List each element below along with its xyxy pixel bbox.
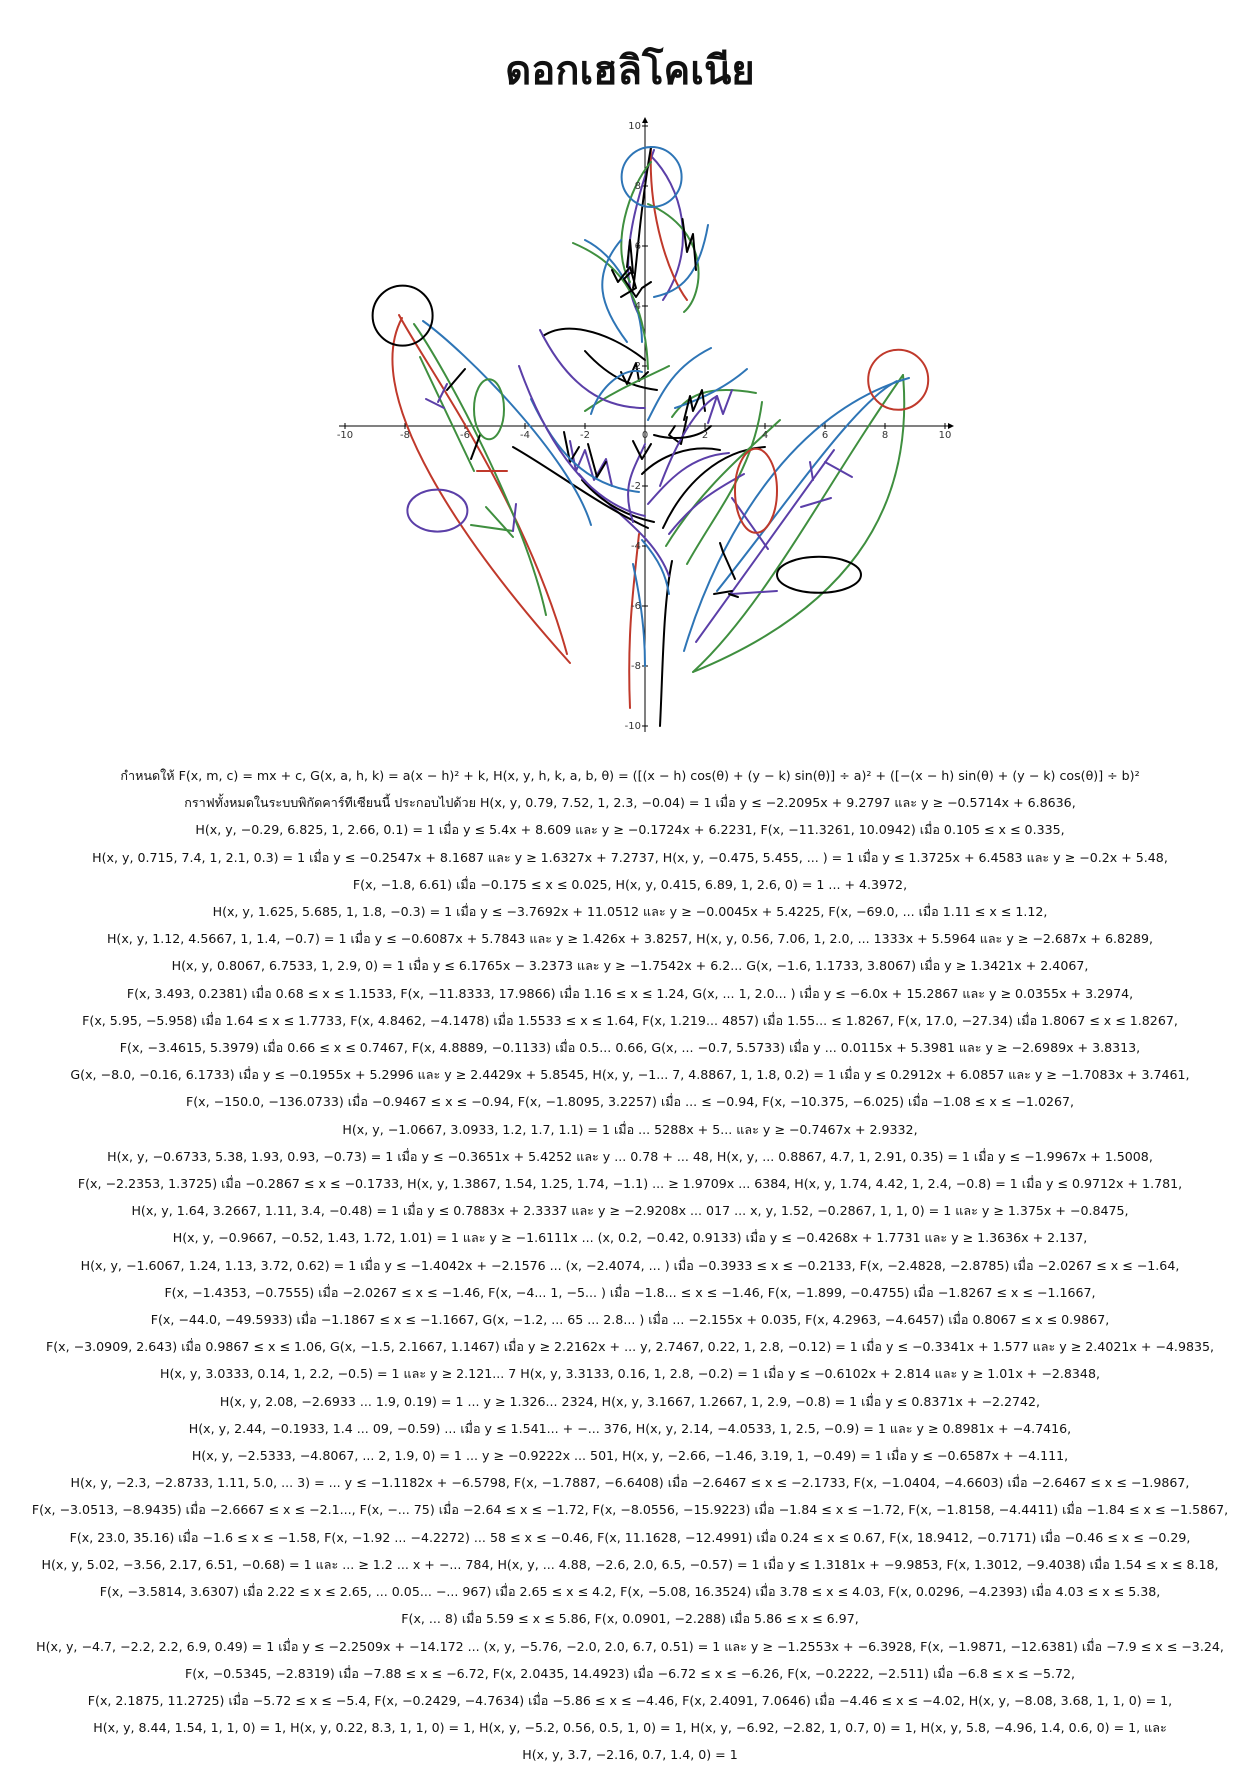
x-tick-label: 2 bbox=[701, 430, 709, 441]
bract-curve bbox=[683, 219, 697, 270]
equation-line: F(x, −3.5814, 3.6307) เมื่อ 2.22 ≤ x ≤ 2.65, ... 0.05... −... 967) เมื่อ 2.65 ≤ x ≤ 4.2, F(x, −5.08, 16.3524) เมื่อ 3.78 ≤ x ≤ 4.03, F(x, 0.0296, −4.2393) เมื่อ 4.03 ≤ x ≤ 5.38, bbox=[99, 1584, 1161, 1600]
leaf-vein bbox=[732, 591, 777, 594]
bract-curve bbox=[663, 447, 765, 528]
leaf-vein bbox=[801, 498, 831, 507]
x-tick-label: -2 bbox=[580, 430, 590, 441]
cartesian-plot bbox=[336, 112, 952, 740]
equation-line: H(x, y, 1.12, 4.5667, 1, 1.4, −0.7) = 1 เมื่อ y ≤ −0.6087x + 5.7843 และ y ≥ 1.426x + 3.8257, H(x, y, 0.56, 7.06, 1, 2.0, ... 1333x + 5.5964 และ y ≥ −2.687x + 6.8289, bbox=[106, 931, 1154, 947]
y-tick-label: 4 bbox=[634, 301, 641, 312]
y-tick-label: 10 bbox=[628, 121, 641, 132]
x-tick-label: 0 bbox=[641, 430, 649, 441]
leaf-vein bbox=[447, 369, 465, 390]
leaf-curve bbox=[414, 324, 546, 615]
equation-line: F(x, −3.0909, 2.643) เมื่อ 0.9867 ≤ x ≤ 1.06, G(x, −1.5, 2.1667, 1.1467) เมื่อ y ≥ 2.2162x + ... y, 2.7467, 0.22, 1, 2.8, −0.12) = 1 เมื่อ y ≤ −0.3341x + 1.577 และ y ≥ 2.4021x + −4.9835, bbox=[45, 1339, 1214, 1355]
equation-line: กราฟทั้งหมดในระบบพิกัดคาร์ทีเซียนนี้ ประกอบไปด้วย H(x, y, 0.79, 7.52, 1, 2.3, −0.04) = 1 เมื่อ y ≤ −2.2095x + 9.2797 และ y ≥ −0.5714x + 6.8636, bbox=[184, 795, 1076, 811]
leaf-vein bbox=[486, 507, 513, 537]
equation-line: H(x, y, 0.8067, 6.7533, 1, 2.9, 0) = 1 เมื่อ y ≤ 6.1765x − 3.2373 และ y ≥ −1.7542x + 6.2... G(x, −1.6, 1.1733, 3.8067) เมื่อ y ≥ 1.3421x + 2.4067, bbox=[171, 958, 1089, 974]
equation-line: H(x, y, 0.715, 7.4, 1, 2.1, 0.3) = 1 เมื่อ y ≤ −0.2547x + 8.1687 และ y ≥ 1.6327x + 7.2737, H(x, y, −0.475, 5.455, ... ) = 1 เมื่อ y ≤ 1.3725x + 6.4583 และ y ≥ −0.2x + 5.48, bbox=[92, 849, 1168, 865]
x-tick-label: -10 bbox=[336, 430, 354, 441]
bract-curve bbox=[633, 147, 651, 288]
bract-curve bbox=[543, 329, 645, 360]
y-tick-label: -2 bbox=[631, 481, 641, 492]
equation-list bbox=[20, 762, 1240, 1769]
equation-line: กำหนดให้ F(x, m, c) = mx + c, G(x, a, h, k) = a(x − h)² + k, H(x, y, h, k, a, b, θ) = ([(x − h) cos(θ) + (y − k) sin(θ)] ÷ a)² + ([−(x − h) sin(θ) + (y − k) cos(θ)] ÷ b)² bbox=[120, 768, 1140, 783]
leaf-curve bbox=[393, 318, 570, 663]
equation-line: F(x, −3.4615, 5.3979) เมื่อ 0.66 ≤ x ≤ 0.7467, F(x, 4.8889, −0.1133) เมื่อ 0.5... 0.66, G(x, ... −0.7, 5.5733) เมื่อ y ... 0.0115x + 5.3981 และ y ≥ −2.6989x + 3.8313, bbox=[119, 1040, 1141, 1056]
equation-line: H(x, y, 3.7, −2.16, 0.7, 1.4, 0) = 1 bbox=[522, 1747, 738, 1763]
equation-line: H(x, y, −1.0667, 3.0933, 1.2, 1.7, 1.1) = 1 เมื่อ ... 5288x + 5... และ y ≥ −0.7467x + 2.9332, bbox=[342, 1121, 918, 1137]
x-tick-label: -6 bbox=[460, 430, 470, 441]
equation-line: F(x, −150.0, −136.0733) เมื่อ −0.9467 ≤ x ≤ −0.94, F(x, −1.8095, 3.2257) เมื่อ ... ≤ −0.94, F(x, −10.375, −6.025) เมื่อ −1.08 ≤ x ≤ −1.0267, bbox=[185, 1094, 1075, 1110]
y-tick-label: 6 bbox=[634, 241, 641, 252]
equation-line: F(x, −0.5345, −2.8319) เมื่อ −7.88 ≤ x ≤ −6.72, F(x, 2.0435, 14.4923) เมื่อ −6.72 ≤ x ≤ −6.26, F(x, −0.2222, −2.511) เมื่อ −6.8 ≤ x ≤ −5.72, bbox=[184, 1665, 1075, 1681]
bract-curve bbox=[629, 534, 639, 708]
bract-curve bbox=[708, 390, 732, 423]
y-tick-label: 8 bbox=[634, 181, 641, 192]
equation-line: F(x, 5.95, −5.958) เมื่อ 1.64 ≤ x ≤ 1.7733, F(x, 4.8462, −4.1478) เมื่อ 1.5533 ≤ x ≤ 1.64, F(x, 1.219... 4857) เมื่อ 1.55... ≤ 1.8267, F(x, 17.0, −27.34) เมื่อ 1.8067 ≤ x ≤ 1.8267, bbox=[82, 1012, 1178, 1028]
x-tick-label: -4 bbox=[520, 430, 530, 441]
bract-curve bbox=[660, 396, 717, 486]
leaf-curve bbox=[693, 375, 903, 672]
marker-circle bbox=[735, 449, 777, 533]
y-axis-arrow bbox=[642, 117, 648, 123]
equation-line: H(x, y, −4.7, −2.2, 2.2, 6.9, 0.49) = 1 เมื่อ y ≤ −2.2509x + −14.172 ... (x, y, −5.76, −2.0, 2.0, 6.7, 0.51) = 1 และ y ≥ −1.2553x + −6.3928, F(x, −1.9871, −12.6381) เมื่อ −7.9 ≤ x ≤ −3.24, bbox=[36, 1638, 1224, 1654]
y-tick-label: -8 bbox=[631, 661, 641, 672]
equation-line: H(x, y, −0.29, 6.825, 1, 2.66, 0.1) = 1 เมื่อ y ≤ 5.4x + 8.609 และ y ≥ −0.1724x + 6.2231, F(x, −11.3261, 10.0942) เมื่อ 0.105 ≤ x ≤ 0.335, bbox=[195, 822, 1065, 838]
page-title: ดอกเฮลิโคเนีย bbox=[505, 48, 755, 94]
bract-curve bbox=[684, 390, 705, 420]
marker-circle bbox=[373, 286, 433, 346]
y-tick-label: -4 bbox=[631, 541, 641, 552]
x-tick-label: 4 bbox=[761, 430, 769, 441]
marker-circle bbox=[407, 490, 467, 532]
equation-line: H(x, y, −2.5333, −4.8067, ... 2, 1.9, 0) = 1 ... y ≥ −0.9222x ... 501, H(x, y, −2.66, −1.46, 3.19, 1, −0.49) = 1 เมื่อ y ≤ −0.6587x + −4.111, bbox=[191, 1448, 1069, 1464]
equation-line: F(x, 3.493, 0.2381) เมื่อ 0.68 ≤ x ≤ 1.1533, F(x, −11.8333, 17.9866) เมื่อ 1.16 ≤ x ≤ 1.24, G(x, ... 1, 2.0... ) เมื่อ y ≤ −6.0x + 15.2867 และ y ≥ 0.0355x + 3.2974, bbox=[126, 985, 1134, 1001]
bract-curve bbox=[651, 156, 683, 300]
equation-line: F(x, −1.8, 6.61) เมื่อ −0.175 ≤ x ≤ 0.025, H(x, y, 0.415, 6.89, 1, 2.6, 0) = 1 ... + 4.3972, bbox=[352, 876, 908, 892]
bract-curve bbox=[540, 330, 645, 408]
equation-line: F(x, −1.4353, −0.7555) เมื่อ −2.0267 ≤ x ≤ −1.46, F(x, −4... 1, −5... ) เมื่อ −1.8... ≤ x ≤ −1.46, F(x, −1.899, −0.4755) เมื่อ −1.8267 ≤ x ≤ −1.1667, bbox=[164, 1284, 1096, 1300]
axes bbox=[336, 117, 954, 732]
bract-curve bbox=[669, 417, 687, 444]
x-tick-label: -8 bbox=[400, 430, 410, 441]
equation-line: H(x, y, 1.64, 3.2667, 1.11, 3.4, −0.48) = 1 เมื่อ y ≤ 0.7883x + 2.3337 และ y ≥ −2.9208x ... 017 ... x, y, 1.52, −0.2867, 1, 1, 0) = 1 และ y ≥ 1.375x + −0.8475, bbox=[131, 1203, 1129, 1219]
equation-line: H(x, y, 3.0333, 0.14, 1, 2.2, −0.5) = 1 และ y ≥ 2.121... 7 H(x, y, 3.3133, 0.16, 1, 2.8, −0.2) = 1 เมื่อ y ≤ −0.6102x + 2.814 และ y ≥ 1.01x + −2.8348, bbox=[160, 1366, 1100, 1382]
leaf-vein bbox=[720, 543, 735, 579]
equation-line: H(x, y, −0.6733, 5.38, 1.93, 0.93, −0.73) = 1 เมื่อ y ≤ −0.3651x + 5.4252 และ y ... 0.78 + ... 48, H(x, y, ... 0.8867, 4.7, 1, 2.91, 0.35) = 1 เมื่อ y ≤ −1.9967x + 1.5008, bbox=[107, 1148, 1153, 1164]
equation-line: F(x, −2.2353, 1.3725) เมื่อ −0.2867 ≤ x ≤ −0.1733, H(x, y, 1.3867, 1.54, 1.25, 1.74, −1.1) ... ≥ 1.9709x ... 6384, H(x, y, 1.74, 4.42, 1, 2.4, −0.8) = 1 เมื่อ y ≤ 0.9712x + 1.781, bbox=[77, 1176, 1183, 1192]
bract-curve bbox=[519, 366, 645, 516]
equation-line: H(x, y, −0.9667, −0.52, 1.43, 1.72, 1.01) = 1 และ y ≥ −1.6111x ... (x, 0.2, −0.42, 0.9133) เมื่อ y ≤ −0.4268x + 1.7731 และ y ≥ 1.3636x + 2.137, bbox=[172, 1230, 1088, 1246]
equation-line: G(x, −8.0, −0.16, 6.1733) เมื่อ y ≤ −0.1955x + 5.2996 และ y ≥ 2.4429x + 5.8545, H(x, y, −1... 7, 4.8867, 1, 1.8, 0.2) = 1 เมื่อ y ≤ 0.2912x + 6.0857 และ y ≥ −1.7083x + 3.7461, bbox=[70, 1067, 1190, 1083]
equation-line: H(x, y, 2.44, −0.1933, 1.4 ... 09, −0.59) ... เมื่อ y ≤ 1.541... + −... 376, H(x, y, 2.14, −4.0533, 1, 2.5, −0.9) = 1 และ y ≥ 0.8981x + −4.7416, bbox=[188, 1420, 1072, 1436]
y-tick-label: -6 bbox=[631, 601, 641, 612]
equation-line: F(x, 23.0, 35.16) เมื่อ −1.6 ≤ x ≤ −1.58, F(x, −1.92 ... −4.2272) ... 58 ≤ x ≤ −0.46, F(x, 11.1628, −12.4991) เมื่อ 0.24 ≤ x ≤ 0.67, F(x, 18.9412, −0.7171) เมื่อ −0.46 ≤ x ≤ −0.29, bbox=[69, 1529, 1191, 1545]
y-tick-label: -10 bbox=[624, 721, 641, 732]
stem-curve bbox=[660, 561, 672, 726]
marker-circle bbox=[868, 350, 928, 410]
flower-curves bbox=[373, 147, 929, 726]
x-axis-arrow bbox=[948, 423, 954, 429]
leaf-curve bbox=[423, 321, 591, 525]
x-tick-label: 8 bbox=[881, 430, 889, 441]
equation-line: H(x, y, −1.6067, 1.24, 1.13, 3.72, 0.62) = 1 เมื่อ y ≤ −1.4042x + −2.1576 ... (x, −2.4074, ... ) เมื่อ −0.3933 ≤ x ≤ −0.2133, F(x, −2.4828, −2.8785) เมื่อ −2.0267 ≤ x ≤ −1.64, bbox=[80, 1257, 1180, 1273]
equation-line: F(x, 2.1875, 11.2725) เมื่อ −5.72 ≤ x ≤ −5.4, F(x, −0.2429, −4.7634) เมื่อ −5.86 ≤ x ≤ −4.46, F(x, 2.4091, 7.0646) เมื่อ −4.46 ≤ x ≤ −4.02, H(x, y, −8.08, 3.68, 1, 1, 0) = 1, bbox=[87, 1692, 1173, 1708]
x-tick-label: 6 bbox=[821, 430, 829, 441]
equation-line: F(x, ... 8) เมื่อ 5.59 ≤ x ≤ 5.86, F(x, 0.0901, −2.288) เมื่อ 5.86 ≤ x ≤ 6.97, bbox=[401, 1611, 859, 1627]
equation-line: H(x, y, 5.02, −3.56, 2.17, 6.51, −0.68) = 1 และ ... ≥ 1.2 ... x + −... 784, H(x, y, ... 4.88, −2.6, 2.0, 6.5, −0.57) = 1 เมื่อ y ≤ 1.3181x + −9.9853, F(x, 1.3012, −9.4038) เมื่อ 1.54 ≤ x ≤ 8.18, bbox=[41, 1556, 1219, 1572]
bract-curve bbox=[585, 351, 657, 390]
bract-curve bbox=[585, 240, 642, 342]
x-tick-label: 10 bbox=[938, 430, 952, 441]
marker-circle bbox=[474, 379, 504, 439]
equation-line: F(x, −3.0513, −8.9435) เมื่อ −2.6667 ≤ x ≤ −2.1..., F(x, −... 75) เมื่อ −2.64 ≤ x ≤ −1.72, F(x, −8.0556, −15.9223) เมื่อ −1.84 ≤ x ≤ −1.72, F(x, −1.8158, −4.4411) เมื่อ −1.84 ≤ x ≤ −1.5867, bbox=[31, 1502, 1229, 1518]
equation-line: F(x, −44.0, −49.5933) เมื่อ −1.1867 ≤ x ≤ −1.1667, G(x, −1.2, ... 65 ... 2.8... ) เมื่อ ... −2.155x + 0.035, F(x, 4.2963, −4.6457) เมื่อ 0.8067 ≤ x ≤ 0.9867, bbox=[150, 1312, 1110, 1328]
equation-line: H(x, y, 8.44, 1.54, 1, 1, 0) = 1, H(x, y, 0.22, 8.3, 1, 1, 0) = 1, H(x, y, −5.2, 0.56, 0.5, 1, 0) = 1, H(x, y, −6.92, −2.82, 1, 0.7, 0) = 1, H(x, y, 5.8, −4.96, 1.4, 0.6, 0) = 1, และ bbox=[93, 1720, 1167, 1736]
equation-line: H(x, y, 1.625, 5.685, 1, 1.8, −0.3) = 1 เมื่อ y ≤ −3.7692x + 11.0512 และ y ≥ −0.0045x + 5.4225, F(x, −69.0, ... เมื่อ 1.11 ≤ x ≤ 1.12, bbox=[212, 904, 1048, 920]
y-tick-label: 2 bbox=[634, 361, 641, 372]
marker-circle bbox=[777, 557, 861, 593]
equation-line: H(x, y, 2.08, −2.6933 ... 1.9, 0.19) = 1 ... y ≥ 1.326... 2324, H(x, y, 3.1667, 1.2667, 1, 2.9, −0.8) = 1 เมื่อ y ≤ 0.8371x + −2.2742, bbox=[219, 1393, 1041, 1409]
bract-curve bbox=[531, 399, 639, 492]
equation-line: H(x, y, −2.3, −2.8733, 1.11, 5.0, ... 3) = ... y ≤ −1.1182x + −6.5798, F(x, −1.7887, −6.6408) เมื่อ −2.6467 ≤ x ≤ −2.1733, F(x, −1.0404, −4.6603) เมื่อ −2.6467 ≤ x ≤ −1.9867, bbox=[70, 1475, 1190, 1491]
